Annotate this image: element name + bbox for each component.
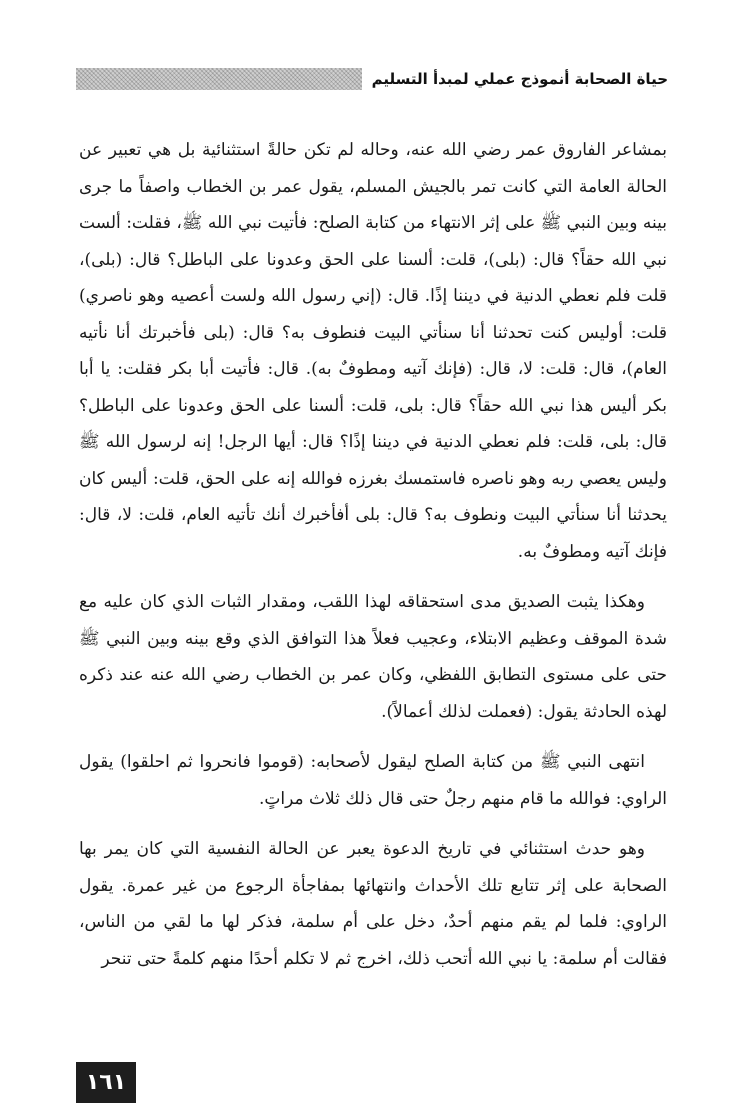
page-body — [79, 132, 667, 991]
header-title: حياة الصحابة أنموذج عملي لمبدأ التسليم — [371, 70, 668, 88]
page-number — [76, 1062, 136, 1103]
paragraph-4: وهو حدث استثنائي في تاريخ الدعوة يعبر عن الحالة النفسية التي كان يمر بها الصحابة على إثر تتابع تلك الأحداث وانتهائها بمفاجأة الرجوع من غير عمرة. يقول الراوي: فلما لم يقم منهم أحدٌ، دخل على أم سلمة، فذكر لها ما لقي من الناس، فقالت أم سلمة: يا نبي الله أتحب ذلك، اخرج ثم لا تكلم أحدًا منهم كلمةً حتى تنحر — [79, 839, 667, 969]
paragraph-2: وهكذا يثبت الصديق مدى استحقاقه لهذا اللقب، ومقدار الثبات الذي كان عليه مع شدة الموقف وعظيم الابتلاء، وعجيب فعلاً هذا التوافق الذي وقع بينه وبين النبي ﷺ حتى على مستوى التطابق اللفظي، وكان عمر بن الخطاب رضي الله عنه عند ذكره لهذه الحادثة يقول: (فعملت لذلك أعمالاً). — [79, 592, 667, 722]
running-header — [76, 66, 668, 92]
paragraph-3: انتهى النبي ﷺ من كتابة الصلح ليقول لأصحابه: (قوموا فانحروا ثم احلقوا) يقول الراوي: فوالله ما قام منهم رجلٌ حتى قال ذلك ثلاث مراتٍ. — [79, 752, 667, 809]
header-decorative-bar — [76, 68, 362, 90]
paragraph-1: بمشاعر الفاروق عمر رضي الله عنه، وحاله لم تكن حالةً استثنائية بل هي تعبير عن الحالة العامة التي كانت تمر بالجيش المسلم، يقول عمر بن الخطاب واصفاً ما جرى بينه وبين النبي ﷺ على إثر الانتهاء من كتابة الصلح: فأتيت نبي الله ﷺ، فقلت: ألست نبي الله حقاً؟ قال: (بلى)، قلت: ألسنا على الحق وعدونا على الباطل؟ قال: (بلى)، قلت فلم نعطي الدنية في ديننا إذًا. قال: (إني رسول الله ولست أعصيه وهو ناصري) قلت: أوليس كنت تحدثنا أنا سنأتي البيت فنطوف به؟ قال: (بلى فأخبرتك أنا نأتيه العام)، قال: قلت: لا، قال: (فإنك آتيه ومطوفٌ به). قال: فأتيت أبا بكر فقلت: يا أبا بكر أليس هذا نبي الله حقاً؟ قال: بلى، قلت: ألسنا على الحق وعدونا على الباطل؟ قال: بلى، قلت: فلم نعطي الدنية في ديننا إذًا؟ قال: أيها الرجل! إنه لرسول الله ﷺ وليس يعصي ربه وهو ناصره فاستمسك بغرزه فوالله إنه على الحق، قلت: أليس كان يحدثنا أنا سنأتي البيت ونطوف به؟ قال: بلى أفأخبرك أنك تأتيه العام، قلت: لا، قال: فإنك آتيه ومطوفٌ به. — [79, 140, 667, 562]
page-number-text: ١٦١ — [85, 1070, 127, 1095]
